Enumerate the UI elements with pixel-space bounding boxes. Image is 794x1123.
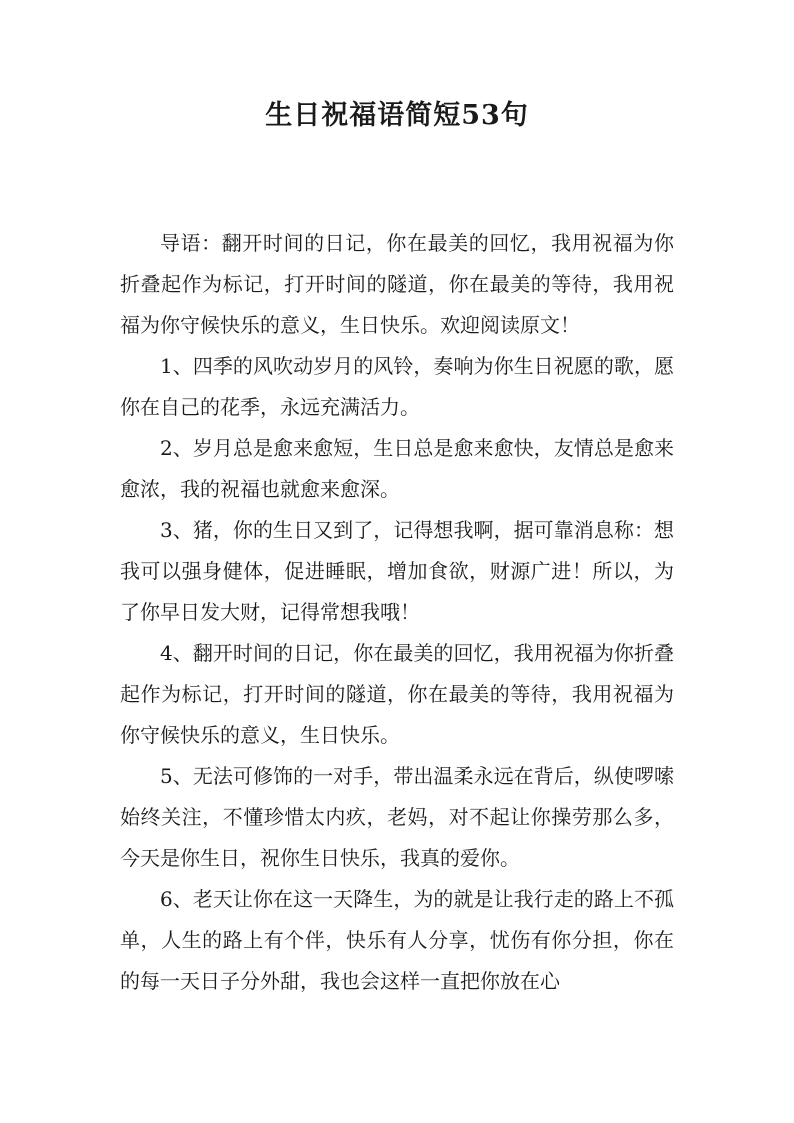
- wish-paragraph-3: 3、猪，你的生日又到了，记得想我啊，据可靠消息称：想我可以强身健体，促进睡眠，增加食欲，财源广进！所以，为了你早日发大财，记得常想我哦！: [120, 518, 674, 624]
- wish-paragraph-6: 6、老天让你在这一天降生，为的就是让我行走的路上不孤单，人生的路上有个伴，快乐有人分享，忧伤有你分担，你在的每一天日子分外甜，我也会这样一直把你放在心: [120, 887, 674, 993]
- wish-paragraph-1: 1、四季的风吹动岁月的风铃，奏响为你生日祝愿的歌，愿你在自己的花季，永远充满活力。: [120, 354, 674, 419]
- document-body: [120, 223, 674, 1002]
- intro-paragraph: 导语：翻开时间的日记，你在最美的回忆，我用祝福为你折叠起作为标记，打开时间的隧道，你在最美的等待，我用祝福为你守候快乐的意义，生日快乐。欢迎阅读原文！: [120, 231, 674, 337]
- wish-paragraph-4: 4、翻开时间的日记，你在最美的回忆，我用祝福为你折叠起作为标记，打开时间的隧道，你在最美的等待，我用祝福为你守候快乐的意义，生日快乐。: [120, 641, 674, 747]
- wish-paragraph-2: 2、岁月总是愈来愈短，生日总是愈来愈快，友情总是愈来愈浓，我的祝福也就愈来愈深。: [120, 436, 674, 501]
- wish-paragraph-5: 5、无法可修饰的一对手，带出温柔永远在背后，纵使啰嗦始终关注，不懂珍惜太内疚，老妈，对不起让你操劳那么多，今天是你生日，祝你生日快乐，我真的爱你。: [120, 764, 674, 870]
- page-title: 生日祝福语简短53句: [265, 100, 529, 131]
